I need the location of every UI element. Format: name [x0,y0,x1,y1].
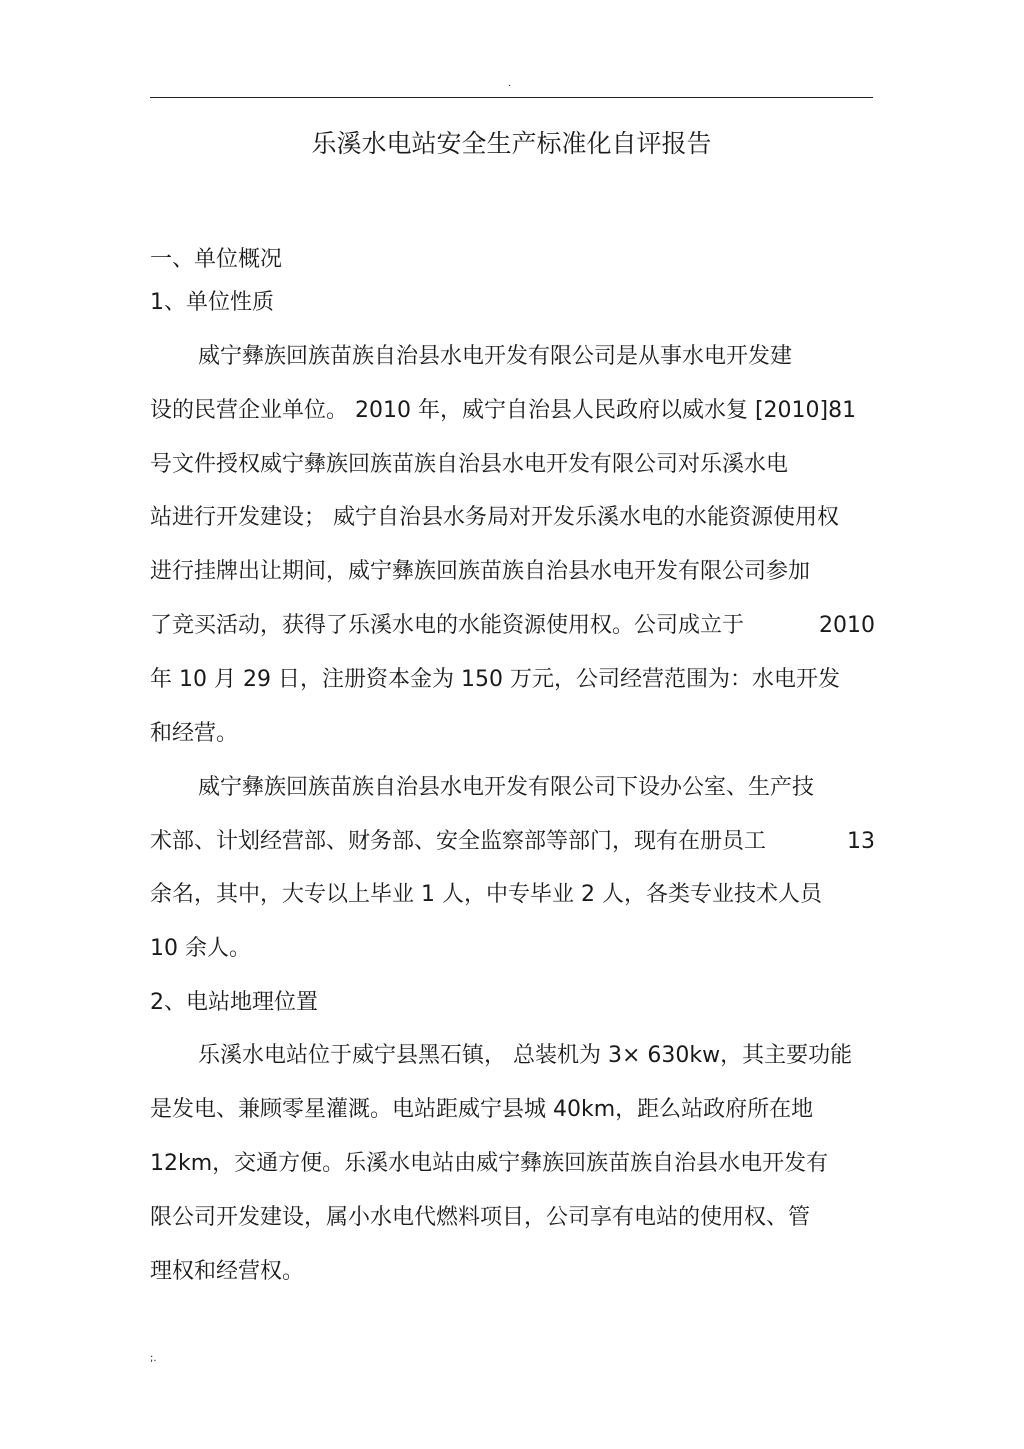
paragraph-line: 设的民营企业单位。 2010 年，威宁自治县人民政府以威水复 [2010]81 [150,398,857,423]
paragraph-line: 年 10 月 29 日，注册资本金为 150 万元，公司经营范围为：水电开发 [150,667,840,692]
paragraph-line [150,826,875,858]
paragraph-text: 术部、计划经营部、财务部、安全监察部等部门，现有在册员工 [150,829,767,854]
subsection-heading: 1、单位性质 [150,290,274,315]
paragraph-line: 进行挂牌出让期间，威宁彝族回族苗族自治县水电开发有限公司参加 [150,559,811,584]
paragraph-line: 理权和经营权。 [150,1259,305,1284]
paragraph-line: 威宁彝族回族苗族自治县水电开发有限公司下设办公室、生产技 [198,775,815,800]
footer-mark: ;. [150,1353,157,1364]
paragraph-text: 2010 [819,613,875,638]
header-mark: . [508,78,512,89]
paragraph-line [150,610,875,642]
paragraph-line: 10 余人。 [150,936,251,961]
paragraph-text: 13 [847,829,875,854]
paragraph-text: 了竞买活动，获得了乐溪水电的水能资源使用权。公司成立于 [150,613,745,638]
paragraph-line: 是发电、兼顾零星灌溉。电站距威宁县城 40km，距么站政府所在地 [150,1097,814,1122]
paragraph-line: 和经营。 [150,721,239,746]
subsection-heading: 2、电站地理位置 [150,990,318,1015]
paragraph-line: 站进行开发建设； 威宁自治县水务局对开发乐溪水电的水能资源使用权 [150,505,839,530]
paragraph-line: 乐溪水电站位于威宁县黑石镇， 总装机为 3× 630kw，其主要功能 [198,1043,853,1068]
paragraph-line: 限公司开发建设，属小水电代燃料项目，公司享有电站的使用权、管 [150,1205,811,1230]
paragraph-line: 号文件授权威宁彝族回族苗族自治县水电开发有限公司对乐溪水电 [150,452,789,477]
document-title: 乐溪水电站安全生产标准化自评报告 [311,129,712,158]
section-heading: 一、单位概况 [150,247,283,272]
header-rule [150,97,873,98]
paragraph-line: 12km，交通方便。乐溪水电站由威宁彝族回族苗族自治县水电开发有 [150,1151,829,1176]
paragraph-line: 余名，其中，大专以上毕业 1 人，中专毕业 2 人，各类专业技术人员 [150,882,822,907]
paragraph-line: 威宁彝族回族苗族自治县水电开发有限公司是从事水电开发建 [198,344,793,369]
